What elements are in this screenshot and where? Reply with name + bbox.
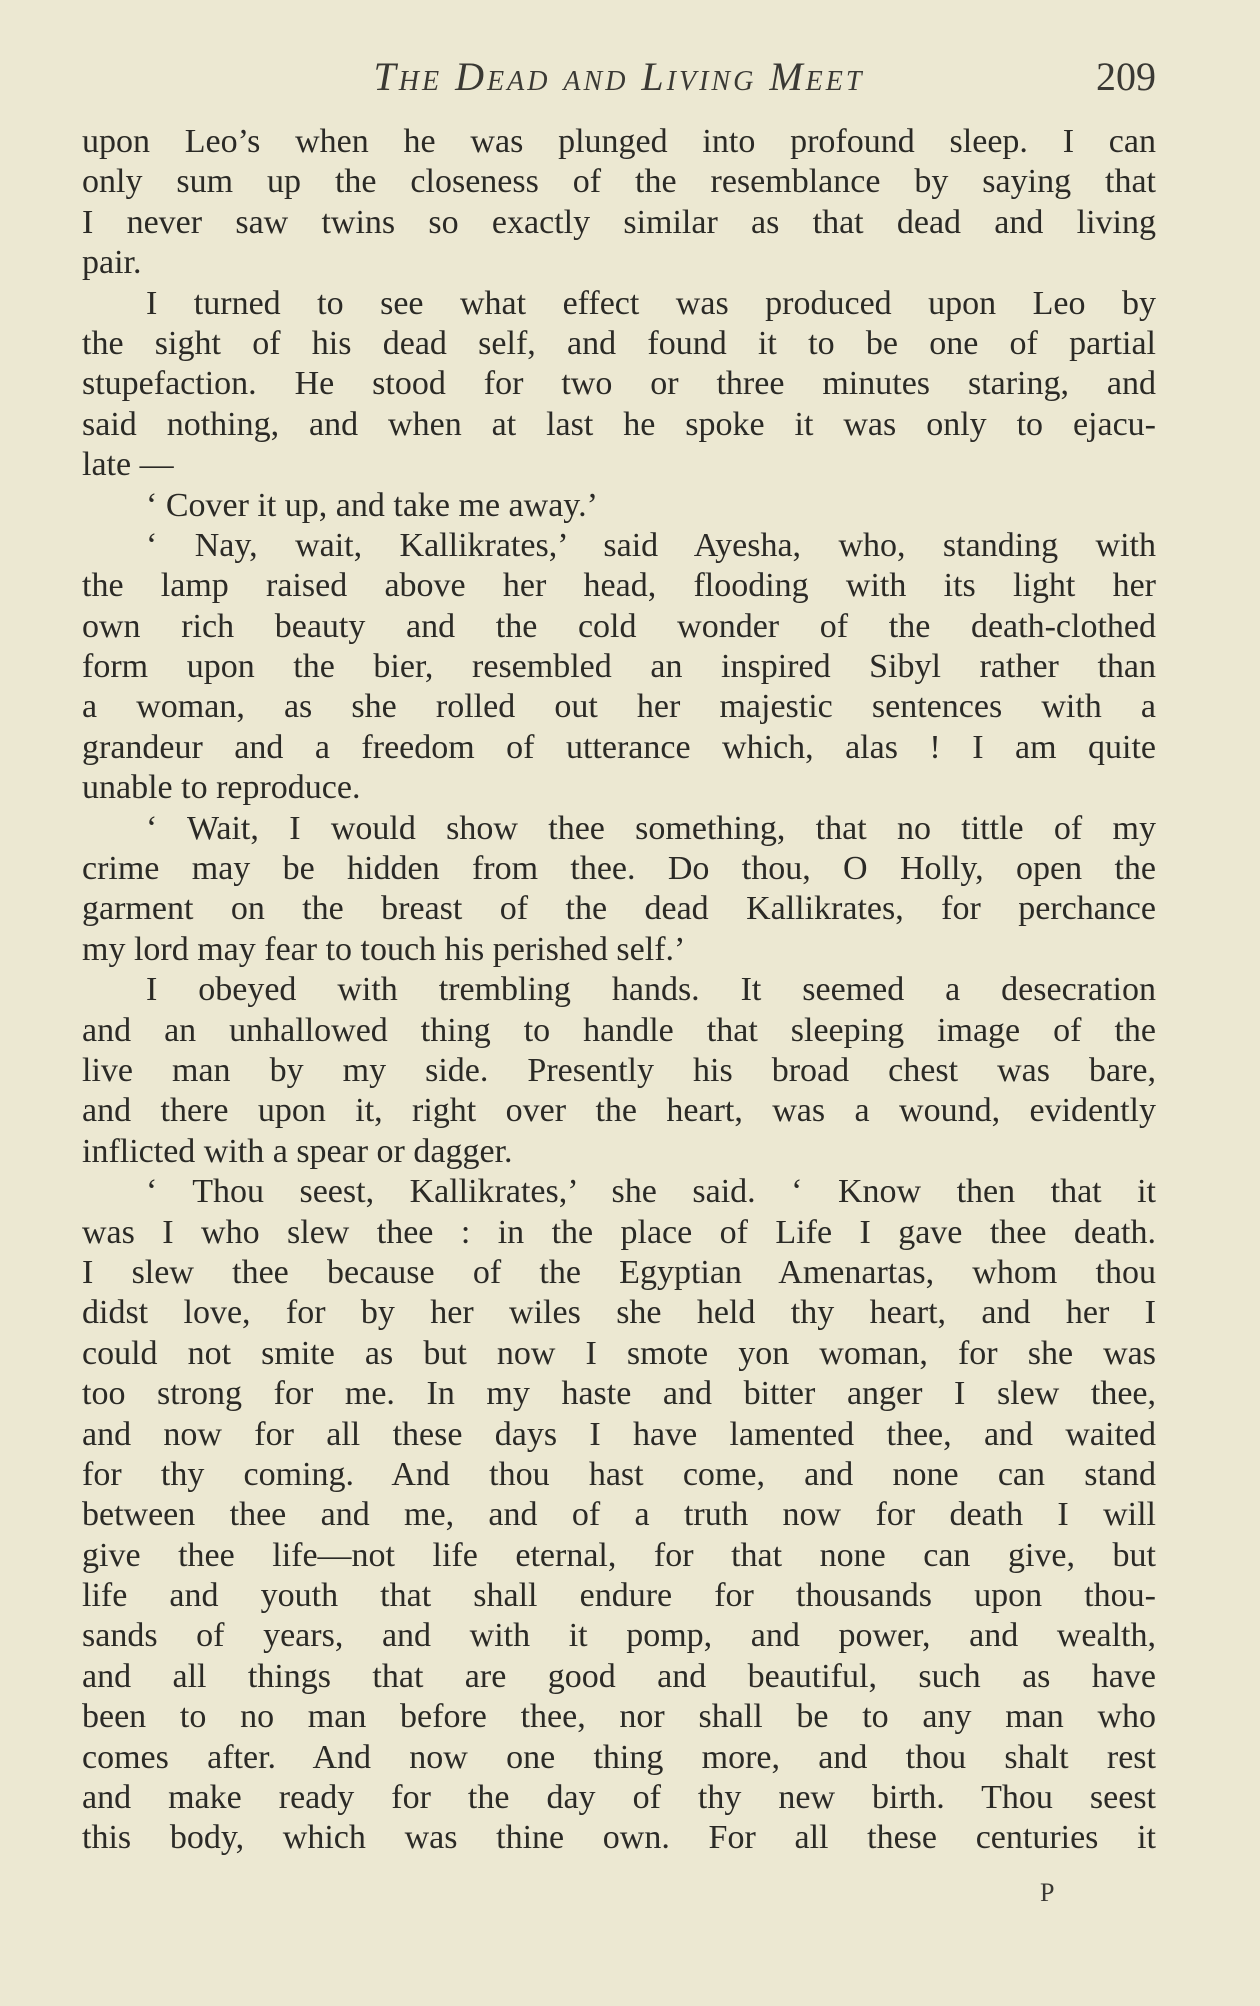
text-line: form upon the bier, resembled an inspired Sibyl rather than: [82, 648, 1156, 686]
text-line: for thy coming. And thou hast come, and none can stand: [82, 1455, 1156, 1493]
text-line: ‘ Thou seest, Kallikrates,’ she said. ‘ Know then that it: [146, 1173, 1156, 1211]
text-line: ‘ Cover it up, and take me away.’: [146, 486, 598, 524]
text-line: pair.: [82, 244, 142, 282]
page-number: 209: [1096, 54, 1156, 99]
text-line: could not smite as but now I smote yon woman, for she was: [82, 1334, 1156, 1372]
text-line: I obeyed with trembling hands. It seemed a desecration: [146, 971, 1156, 1009]
text-line: own rich beauty and the cold wonder of the death-clothed: [82, 607, 1156, 645]
text-line: and make ready for the day of thy new birth. Thou seest: [82, 1779, 1156, 1817]
text-line: I slew thee because of the Egyptian Amenartas, whom thou: [82, 1253, 1156, 1291]
running-head: [82, 52, 1156, 102]
text-line: garment on the breast of the dead Kallikrates, for perchance: [82, 890, 1156, 928]
text-line: only sum up the closeness of the resemblance by saying that: [82, 163, 1156, 201]
text-line: didst love, for by her wiles she held thy heart, and her I: [82, 1294, 1156, 1332]
text-line: stupefaction. He stood for two or three minutes staring, and: [82, 365, 1156, 403]
running-title: The Dead and Living Meet: [373, 54, 865, 99]
text-line: unable to reproduce.: [82, 769, 361, 807]
text-line: grandeur and a freedom of utterance which, alas ! I am quite: [82, 728, 1156, 766]
text-line: the sight of his dead self, and found it to be one of partial: [82, 324, 1156, 362]
text-line: late —: [82, 446, 174, 484]
text-line: the lamp raised above her head, flooding with its light her: [82, 567, 1156, 605]
text-line: inflicted with a spear or dagger.: [82, 1132, 513, 1170]
text-line: live man by my side. Presently his broad chest was bare,: [82, 1051, 1156, 1089]
text-line: upon Leo’s when he was plunged into profound sleep. I can: [82, 123, 1156, 160]
text-line: was I who slew thee : in the place of Life I gave thee death.: [82, 1213, 1156, 1251]
body-text: [82, 122, 1156, 1859]
text-line: and now for all these days I have lamented thee, and waited: [82, 1415, 1156, 1453]
text-line: said nothing, and when at last he spoke it was only to ejacu-: [82, 405, 1156, 443]
text-line: life and youth that shall endure for thousands upon thou-: [82, 1577, 1156, 1615]
text-line: sands of years, and with it pomp, and power, and wealth,: [82, 1617, 1156, 1655]
text-line: this body, which was thine own. For all these centuries it: [82, 1819, 1156, 1857]
text-line: and there upon it, right over the heart, was a wound, evidently: [82, 1092, 1156, 1130]
text-line: between thee and me, and of a truth now for death I will: [82, 1496, 1156, 1534]
text-line: I turned to see what effect was produced upon Leo by: [146, 284, 1156, 322]
text-line: ‘ Nay, wait, Kallikrates,’ said Ayesha, who, standing with: [146, 526, 1156, 564]
text-line: comes after. And now one thing more, and thou shalt rest: [82, 1738, 1156, 1776]
text-line: a woman, as she rolled out her majestic sentences with a: [82, 688, 1156, 726]
text-line: and an unhallowed thing to handle that sleeping image of the: [82, 1011, 1156, 1049]
text-line: crime may be hidden from thee. Do thou, O Holly, open the: [82, 850, 1156, 888]
text-line: been to no man before thee, nor shall be to any man who: [82, 1698, 1156, 1736]
text-line: my lord may fear to touch his perished self.’: [82, 930, 686, 968]
text-line: and all things that are good and beautiful, such as have: [82, 1657, 1156, 1695]
text-line: too strong for me. In my haste and bitter anger I slew thee,: [82, 1375, 1156, 1413]
text-line: ‘ Wait, I would show thee something, that no tittle of my: [146, 809, 1156, 847]
text-line: give thee life—not life eternal, for that none can give, but: [82, 1536, 1156, 1574]
signature-mark: P: [1040, 1878, 1056, 1907]
text-line: I never saw twins so exactly similar as that dead and living: [82, 203, 1156, 241]
